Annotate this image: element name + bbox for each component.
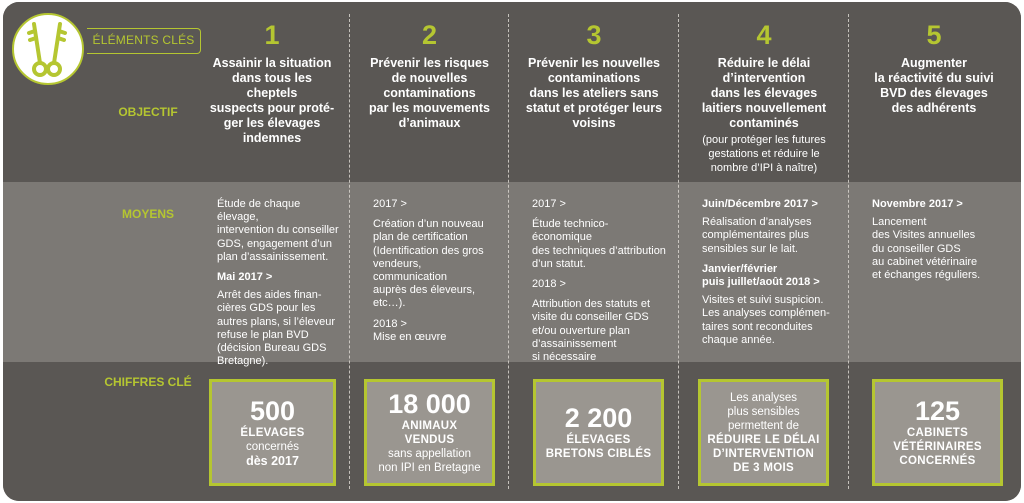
key-figure-caption: ÉLEVAGES: [240, 427, 305, 439]
column-number: 5: [926, 20, 942, 50]
key-figure-caption: dès 2017: [246, 454, 299, 468]
means-paragraph: 2017 >: [373, 198, 407, 210]
means-paragraph: 2018 > Mise en œuvre: [373, 317, 447, 343]
column-divider: [349, 14, 350, 489]
column-divider: [678, 14, 679, 489]
key-figure-value: 125: [914, 396, 961, 426]
objective-note: (pour protéger les futures gestations et réduire le nombre d’IPI à naître): [702, 134, 826, 174]
row-label-moyens: MOYENS: [121, 207, 174, 221]
key-figure-box: [364, 379, 495, 486]
means-paragraph: Arrêt des aides finan- cières GDS pour les autres plans, si l’éleveur refuse le plan BVD (décision Bureau GDS Bretagne).: [217, 289, 336, 368]
key-figure-caption: non IPI en Bretagne: [378, 462, 481, 474]
means-paragraph: Lancement des Visites annuelles du conseiller GDS au cabinet vétérinaire et échanges réguliers.: [872, 216, 981, 282]
means-date: Janvier/février puis juillet/août 2018 >: [702, 262, 820, 289]
row-label-objectif: OBJECTIF: [118, 105, 178, 119]
key-figure-caption: ANIMAUX: [401, 420, 458, 432]
key-figure-caption: DE 3 MOIS: [733, 461, 794, 474]
key-figure-box: [872, 379, 1003, 486]
means-paragraph: Étude technico-économique des techniques d’attribution d’un statut.: [532, 218, 666, 270]
objective-text: Réduire le délai d’intervention dans les élevages laitiers nouvellement contaminés (pour protéger les futures gestations et réduire le nombre d’IPI à naître): [680, 56, 848, 175]
key-figure-caption: ÉLEVAGES: [566, 434, 631, 446]
objective-text: Prévenir les nouvelles contaminations dans les ateliers sans statut et protéger leurs voisins: [525, 56, 663, 130]
key-figure-box: [698, 379, 829, 486]
key-figure-caption: VENDUS: [404, 434, 455, 446]
objective-text: Augmenter la réactivité du suivi BVD des élevages des adhérents: [874, 56, 994, 115]
means-text: [351, 198, 508, 351]
column-number: 1: [264, 20, 280, 50]
key-figure-caption: BRETONS CIBLÉS: [545, 448, 652, 460]
column-number: 2: [421, 20, 438, 50]
means-paragraph: Création d’un nouveau plan de certification (Identification des gros vendeurs, communication auprès des éleveurs, etc…).: [373, 218, 484, 310]
means-text: [680, 198, 848, 354]
key-figure-value: 500: [249, 396, 296, 426]
key-figure-box: [533, 379, 664, 486]
key-figure-caption: sans appellation: [387, 448, 472, 460]
keys-icon: [9, 10, 87, 93]
key-figure-value: 2 200: [564, 403, 633, 433]
means-date: Mai 2017 >: [217, 271, 273, 284]
key-figure-caption: permettent de: [728, 419, 799, 432]
means-text: [195, 198, 349, 375]
column-divider: [848, 14, 849, 489]
means-date: Juin/Décembre 2017 >: [702, 198, 818, 210]
means-date: Novembre 2017 >: [872, 198, 963, 210]
column-number: 3: [586, 20, 602, 50]
header-label: ÉLÉMENTS CLÉS: [87, 28, 201, 54]
means-paragraph: Visites et suivi suspicion. Les analyses complémen- taires sont reconduites chaque année.: [702, 294, 830, 346]
key-figure-caption: CABINETS: [906, 427, 969, 439]
column-number: 4: [756, 20, 772, 50]
row-label-chiffres: CHIFFRES CLÉ: [104, 375, 192, 389]
objective-text: Assainir la situation dans tous les cheptels suspects pour proté- ger les élevages indemnes: [209, 56, 335, 145]
column-divider: [508, 14, 509, 489]
key-elements-infographic: [3, 2, 1021, 501]
means-paragraph: 2018 >: [532, 278, 566, 291]
key-figure-caption: concernés: [245, 441, 300, 453]
means-paragraph: 2017 >: [532, 198, 566, 210]
means-paragraph: Réalisation d’analyses complémentaires plus sensibles sur le lait.: [702, 216, 812, 255]
means-text: [510, 198, 678, 371]
means-paragraph: Attribution des statuts et visite du conseiller GDS et/ou ouverture plan d’assainissement si nécessaire: [532, 298, 651, 364]
key-figure-caption: plus sensibles: [727, 405, 800, 418]
objective-text: Prévenir les risques de nouvelles contaminations par les mouvements d’animaux: [369, 56, 490, 130]
key-figure-caption: CONCERNÉS: [899, 455, 976, 467]
key-figure-caption: VÉTÉRINAIRES: [893, 441, 982, 453]
means-text: [850, 198, 1018, 289]
key-figure-caption: Les analyses: [729, 391, 798, 404]
key-figure-box: [209, 379, 336, 486]
key-figure-value: 18 000: [388, 389, 471, 419]
means-paragraph: Étude de chaque élevage, intervention du conseiller GDS, engagement d’un plan d’assainissement.: [217, 198, 339, 263]
key-figure-caption: RÉDUIRE LE DÉLAI: [707, 433, 820, 446]
key-figure-caption: D’INTERVENTION: [712, 447, 815, 460]
